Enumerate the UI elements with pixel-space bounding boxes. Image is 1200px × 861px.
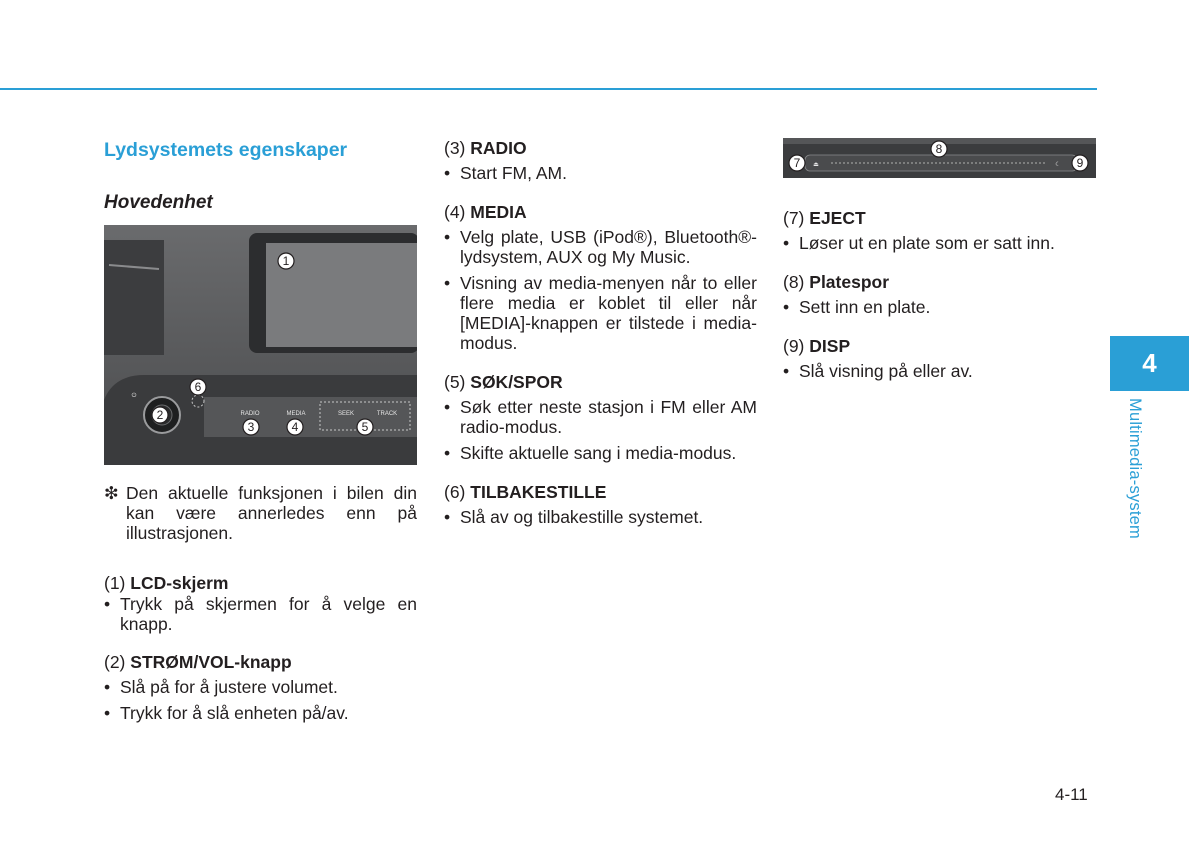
svg-text:1: 1 bbox=[282, 254, 290, 268]
svg-text:9: 9 bbox=[1076, 156, 1084, 170]
item-heading: (6) TILBAKESTILLE bbox=[444, 482, 607, 502]
bullet: • Slå av og tilbakestille systemet. bbox=[444, 507, 757, 527]
note-symbol: ❇ bbox=[104, 483, 119, 503]
item-bullets bbox=[104, 594, 417, 634]
item-heading: (4) MEDIA bbox=[444, 202, 527, 222]
bullet: • Trykk for å slå enheten på/av. bbox=[104, 703, 417, 723]
svg-text:3: 3 bbox=[247, 420, 255, 434]
bullet: • Søk etter neste stasjon i FM eller AM radio-modus. bbox=[444, 397, 757, 437]
callout-4 bbox=[287, 419, 303, 435]
moon-icon: ☾ bbox=[1055, 162, 1061, 168]
page-number: 4-11 bbox=[1055, 785, 1088, 804]
callout-2 bbox=[152, 407, 168, 423]
item-bullets bbox=[444, 163, 757, 183]
chapter-title: Multimedia-system bbox=[1126, 398, 1144, 539]
item-bullets bbox=[783, 297, 1096, 317]
head-unit-photo bbox=[104, 225, 417, 465]
media-button-label: MEDIA bbox=[286, 411, 306, 417]
disc-slot-illustration bbox=[783, 138, 1096, 178]
item-bullets bbox=[444, 227, 757, 353]
svg-text:8: 8 bbox=[935, 142, 943, 156]
callout-6 bbox=[190, 379, 206, 395]
note-text: Den aktuelle funksjonen i bilen din kan være annerledes enn på illustrasjonen. bbox=[126, 483, 417, 543]
item-bullets bbox=[104, 677, 417, 723]
item-heading: (1) LCD-skjerm bbox=[104, 573, 229, 593]
seek-button-label: SEEK bbox=[337, 411, 355, 417]
callout-1 bbox=[278, 253, 294, 269]
bullet: • Velg plate, USB (iPod®), Bluetooth®-lydsystem, AUX og My Music. bbox=[444, 227, 757, 267]
radio-button-label: RADIO bbox=[240, 411, 260, 417]
item-heading: (8) Platespor bbox=[783, 272, 890, 292]
eject-icon: ⏏ bbox=[813, 162, 819, 168]
svg-text:2: 2 bbox=[156, 408, 164, 422]
column-middle bbox=[444, 138, 757, 533]
subsection-title: Hovedenhet bbox=[104, 192, 213, 213]
bullet: • Løser ut en plate som er satt inn. bbox=[783, 233, 1096, 253]
disc-slot-photo bbox=[783, 138, 1096, 178]
bullet: • Trykk på skjermen for å velge en knapp. bbox=[104, 594, 417, 634]
svg-text:7: 7 bbox=[793, 156, 801, 170]
track-button-label: TRACK bbox=[376, 411, 398, 417]
column-right bbox=[783, 138, 1096, 387]
svg-text:5: 5 bbox=[361, 420, 369, 434]
callout-5 bbox=[357, 419, 373, 435]
bullet: • Slå visning på eller av. bbox=[783, 361, 1096, 381]
section-title: Lydsystemets egenskaper bbox=[104, 139, 348, 161]
item-bullets bbox=[783, 361, 1096, 381]
item-heading: (5) SØK/SPOR bbox=[444, 372, 563, 392]
power-icon: ⏻ bbox=[131, 393, 137, 399]
item-bullets bbox=[783, 233, 1096, 253]
item-heading: (3) RADIO bbox=[444, 138, 527, 158]
item-bullets bbox=[444, 507, 757, 527]
item-heading: (7) EJECT bbox=[783, 208, 866, 228]
callout-8 bbox=[931, 141, 947, 157]
chapter-title-vertical bbox=[1120, 398, 1150, 548]
svg-text:4: 4 bbox=[291, 420, 299, 434]
head-unit-illustration bbox=[104, 225, 417, 465]
bullet: • Slå på for å justere volumet. bbox=[104, 677, 417, 697]
item-heading: (2) STRØM/VOL-knapp bbox=[104, 652, 292, 672]
illustration-note bbox=[104, 483, 417, 543]
callout-9 bbox=[1072, 155, 1088, 171]
item-heading: (9) DISP bbox=[783, 336, 851, 356]
callout-3 bbox=[243, 419, 259, 435]
bullet: • Skifte aktuelle sang i media-modus. bbox=[444, 443, 757, 463]
svg-text:6: 6 bbox=[194, 380, 202, 394]
bullet: • Visning av media-menyen når to eller flere media er koblet til eller når [MEDIA]-knappen er tilstede i media-modus. bbox=[444, 273, 757, 353]
header-rule bbox=[0, 88, 1097, 90]
item-bullets bbox=[444, 397, 757, 463]
bullet: • Sett inn en plate. bbox=[783, 297, 1096, 317]
bullet: • Start FM, AM. bbox=[444, 163, 757, 183]
chapter-number-tab: 4 bbox=[1110, 336, 1189, 391]
column-left bbox=[104, 138, 417, 729]
callout-7 bbox=[789, 155, 805, 171]
